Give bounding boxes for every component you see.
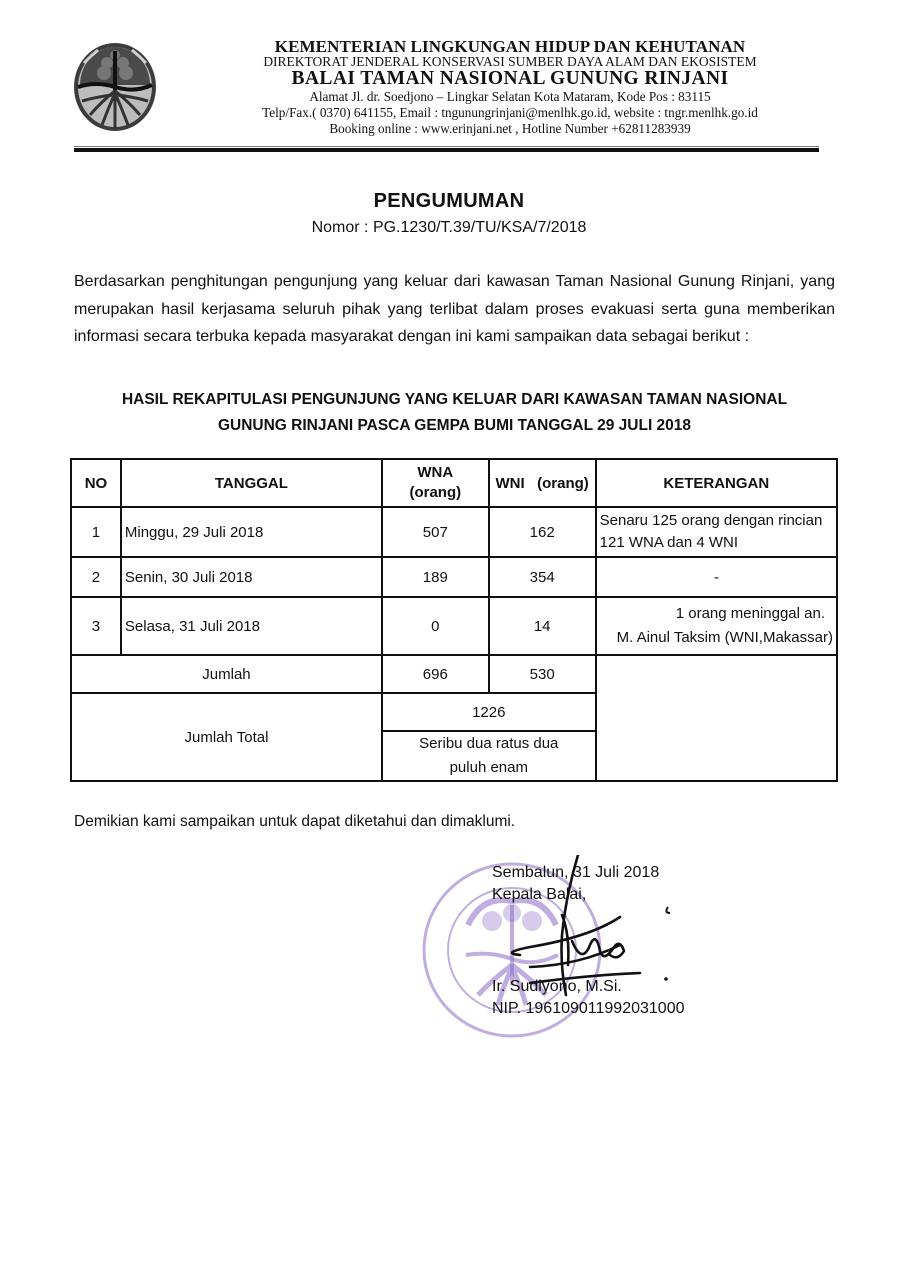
row-wni: 354 [489, 557, 596, 597]
row-no: 3 [71, 597, 121, 655]
row-no: 2 [71, 557, 121, 597]
row-notes [596, 597, 837, 655]
table-row [71, 597, 837, 655]
letterhead [200, 38, 820, 137]
document-title: PENGUMUMAN [373, 190, 525, 212]
table-title-line-1: HASIL REKAPITULASI PENGUNJUNG YANG KELUAR DARI KAWASAN TAMAN NASIONAL [121, 391, 788, 408]
table-header-row [71, 459, 837, 507]
office-booking: Booking online : www.erinjani.net , Hotline Number +62811283939 [329, 121, 691, 136]
letterhead-divider-thick [74, 148, 819, 152]
total-value: 1226 [382, 693, 596, 731]
table-row [71, 507, 837, 557]
visitor-recap-table [70, 458, 838, 782]
row-notes-line-1: 1 orang meninggal an. [675, 605, 825, 622]
row-no: 1 [71, 507, 121, 557]
table-title-line-2: GUNUNG RINJANI PASCA GEMPA BUMI TANGGAL 29 JULI 2018 [217, 417, 692, 434]
park-emblem-logo [72, 41, 158, 133]
signature-position: Kepala Balai, [492, 886, 587, 903]
signature-place-date: Sembalun, 31 Juli 2018 [492, 864, 660, 881]
closing-statement: Demikian kami sampaikan untuk dapat diketahui dan dimaklumi. [74, 813, 516, 830]
header-notes: KETERANGAN [596, 459, 837, 507]
directorate-name: DIREKTORAT JENDERAL KONSERVASI SUMBER DAYA ALAM DAN EKOSISTEM [263, 54, 757, 69]
row-notes-line-2: M. Ainul Taksim (WNI,Makassar) [616, 629, 833, 646]
row-wni: 162 [489, 507, 596, 557]
sum-wni: 530 [489, 655, 596, 693]
office-address: Alamat Jl. dr. Soedjono – Lingkar Selatan Kota Mataram, Kode Pos : 83115 [309, 89, 711, 104]
row-notes: - [596, 557, 837, 597]
header-date: TANGGAL [121, 459, 382, 507]
row-notes-line-1: Senaru 125 orang dengan rincian [599, 512, 823, 529]
row-wni: 14 [489, 597, 596, 655]
total-label: Jumlah Total [71, 693, 382, 781]
row-wna: 507 [382, 507, 489, 557]
signatory-nip: NIP. 196109011992031000 [492, 1000, 685, 1017]
table-title [74, 387, 835, 439]
signatory-name: Ir. Sudiyono, M.Si. [492, 978, 622, 995]
row-notes [596, 507, 837, 557]
header-no: NO [71, 459, 121, 507]
sum-wna: 696 [382, 655, 489, 693]
header-wni: WNI (orang) [489, 459, 596, 507]
intro-paragraph: Berdasarkan penghitungan pengunjung yang keluar dari kawasan Taman Nasional Gunung Rinjani, yang merupakan hasil kerjasama seluruh pihak yang terlibat dalam proses evakuasi serta guna memberikan informasi secara terbuka kepada masyarakat dengan ini kami sampaikan data sebagai berikut : [74, 273, 835, 345]
row-wna: 0 [382, 597, 489, 655]
header-wna-label: WNA [417, 464, 454, 481]
ministry-name: KEMENTERIAN LINGKUNGAN HIDUP DAN KEHUTANAN [274, 37, 746, 56]
header-wna [382, 459, 489, 507]
office-name: BALAI TAMAN NASIONAL GUNUNG RINJANI [291, 68, 729, 89]
header-wna-unit: (orang) [409, 484, 462, 501]
row-date: Selasa, 31 Juli 2018 [121, 597, 382, 655]
row-date: Minggu, 29 Juli 2018 [121, 507, 382, 557]
row-wna: 189 [382, 557, 489, 597]
office-contact: Telp/Fax.( 0370) 641155, Email : tngunungrinjani@menlhk.go.id, website : tngr.menlhk.go.id [262, 105, 758, 120]
sum-notes-empty [596, 655, 837, 781]
total-words: Seribu dua ratus dua puluh enam [382, 731, 596, 781]
letterhead-divider-thin [74, 146, 819, 147]
row-date: Senin, 30 Juli 2018 [121, 557, 382, 597]
document-number: Nomor : PG.1230/T.39/TU/KSA/7/2018 [311, 219, 587, 236]
table-row [71, 557, 837, 597]
row-notes-line-2: 121 WNA dan 4 WNI [599, 534, 739, 551]
sum-row [71, 655, 837, 693]
sum-label: Jumlah [71, 655, 382, 693]
